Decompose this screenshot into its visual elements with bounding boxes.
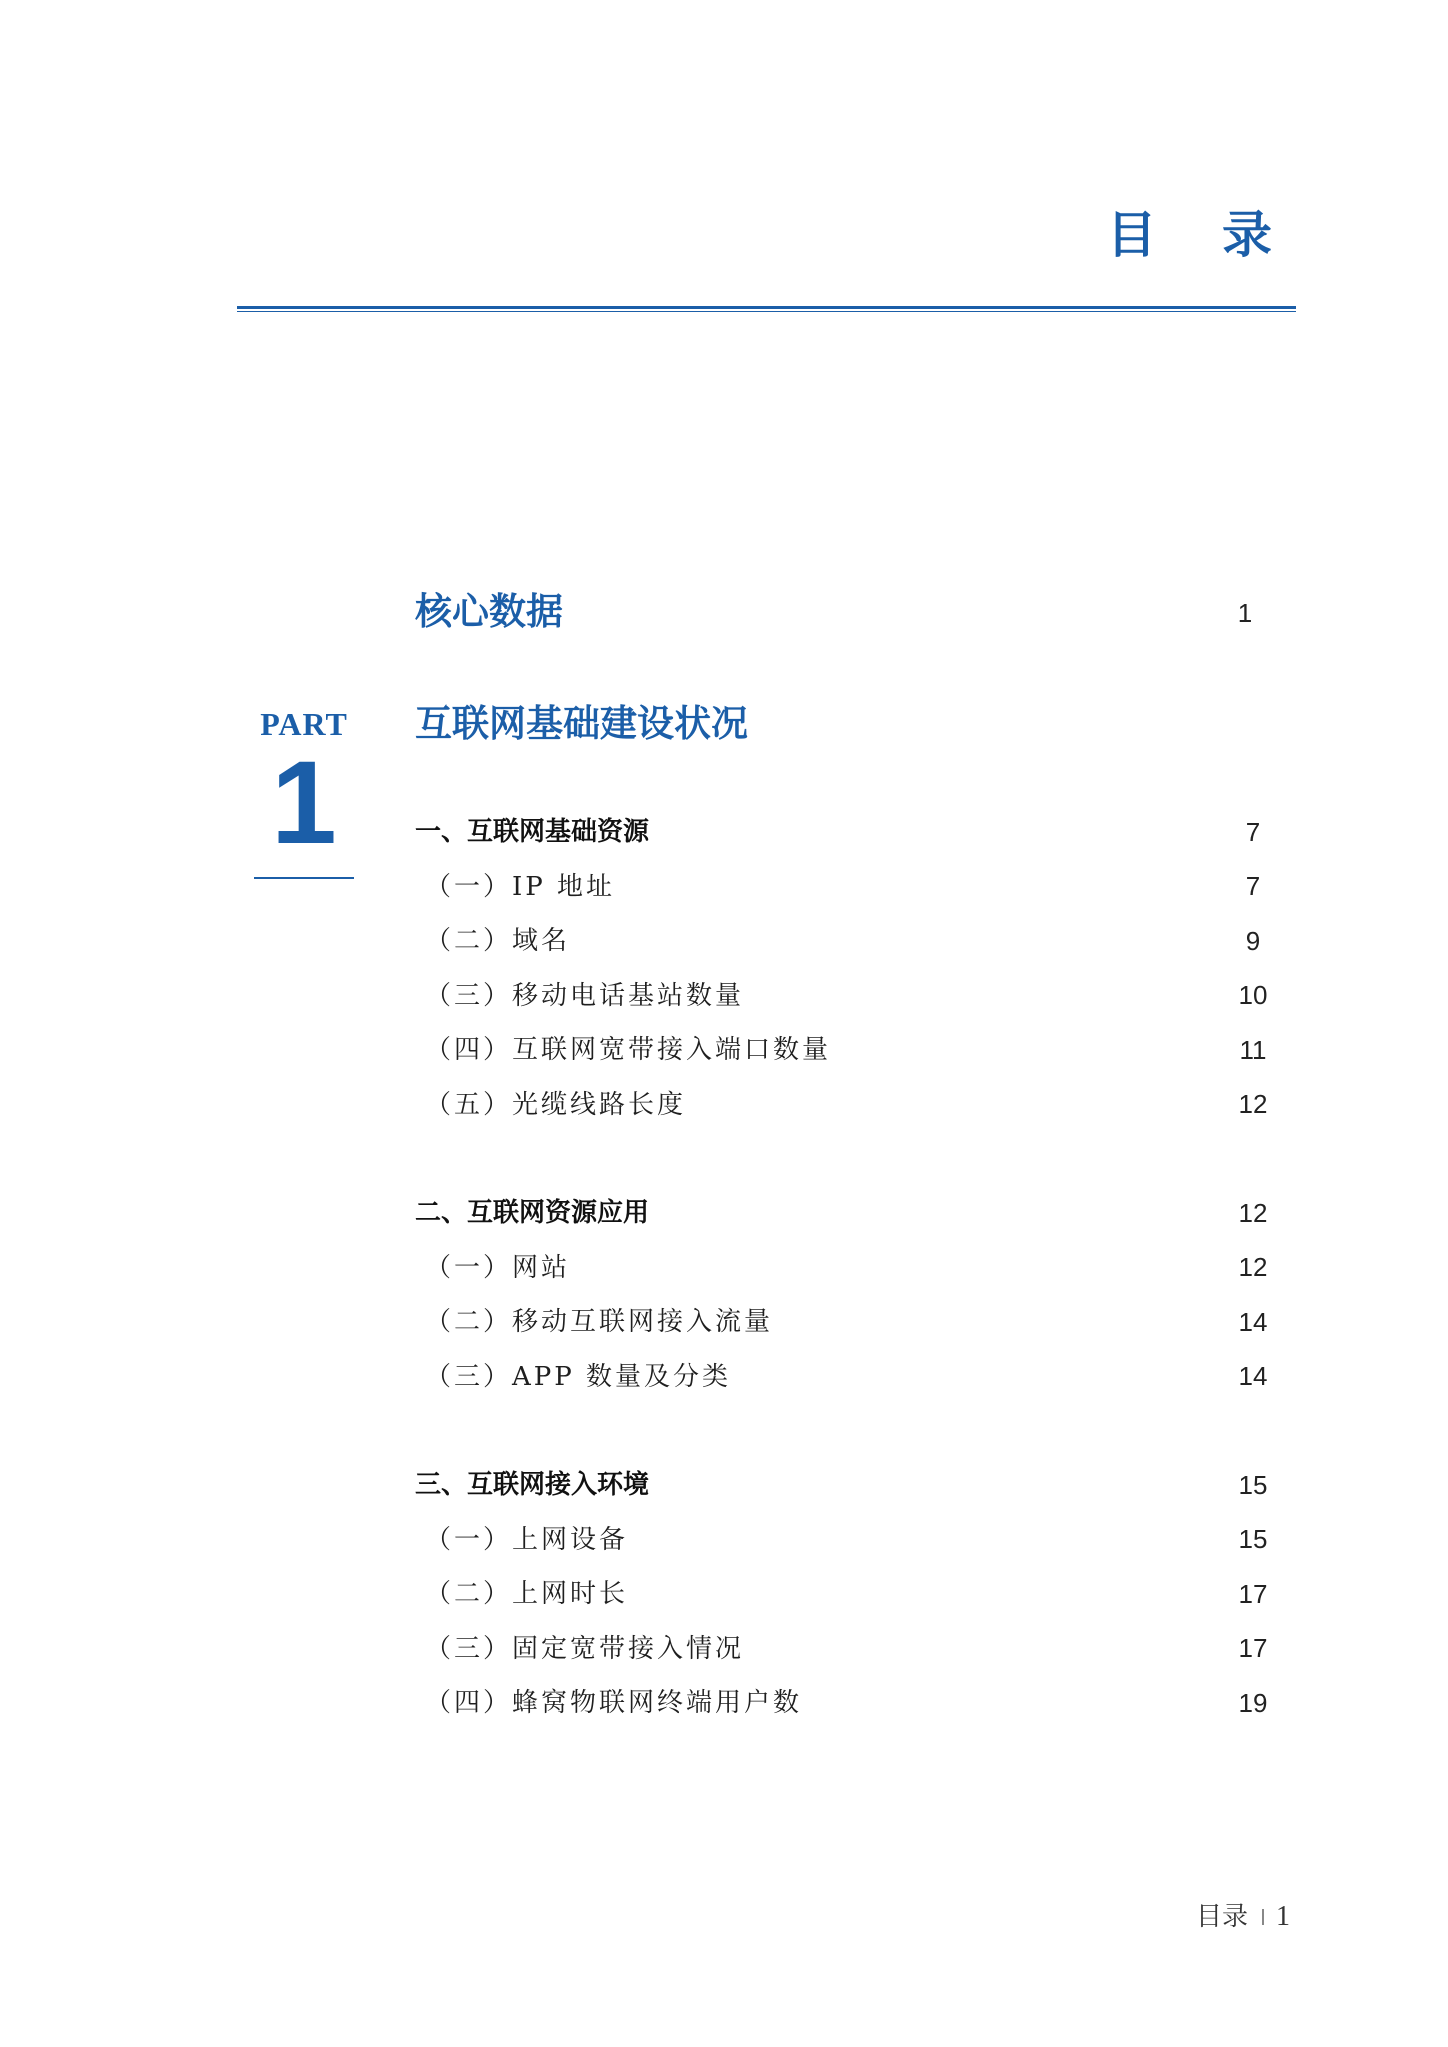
toc-section-entry[interactable]	[415, 1458, 1275, 1513]
footer-page-number: 1	[1276, 1901, 1290, 1932]
toc-entry-label: （一）IP 地址	[425, 871, 616, 902]
toc-entry-label: （一）上网设备	[425, 1524, 629, 1555]
toc-page-number: 19	[1238, 1687, 1268, 1718]
toc-page-number: 11	[1239, 1034, 1267, 1065]
toc-subsection-entry[interactable]	[415, 1078, 1275, 1133]
toc-subsection-entry[interactable]	[415, 1241, 1275, 1296]
toc-section-entry[interactable]	[415, 1186, 1275, 1241]
toc-entry-label: （三）APP 数量及分类	[425, 1361, 732, 1392]
part-label: PART	[260, 706, 348, 742]
toc-entry-core-data[interactable]: 核心数据	[415, 590, 563, 633]
toc-subsection-entry[interactable]	[415, 1023, 1275, 1078]
toc-page-number: 17	[1238, 1633, 1268, 1664]
toc-page-number: 12	[1238, 1197, 1268, 1228]
toc-page-number: 1	[1237, 598, 1253, 628]
toc-subsection-entry[interactable]	[415, 1513, 1275, 1568]
toc-subsection-entry[interactable]	[415, 1567, 1275, 1622]
toc-subsection-entry[interactable]	[415, 860, 1275, 915]
toc-subsection-entry[interactable]	[415, 1676, 1275, 1731]
title-divider	[237, 306, 1296, 309]
toc-entry-label: 三、互联网接入环境	[415, 1470, 650, 1501]
toc-page-number: 10	[1238, 980, 1268, 1011]
toc-page-number: 15	[1238, 1469, 1268, 1500]
toc-page-number: 15	[1238, 1524, 1268, 1555]
toc-page-number: 17	[1238, 1578, 1268, 1609]
toc-page-number: 14	[1238, 1361, 1268, 1392]
toc-entry-label: 一、互联网基础资源	[415, 817, 650, 848]
footer-separator	[1262, 1909, 1264, 1925]
toc-entry-label: （二）域名	[425, 926, 571, 957]
title-divider-thin	[237, 311, 1296, 312]
part-number: 1	[271, 737, 337, 869]
toc-page-number: 12	[1238, 1252, 1268, 1283]
toc-entry-label: （一）网站	[425, 1252, 571, 1283]
toc-subsection-entry[interactable]	[415, 914, 1275, 969]
toc-list	[415, 805, 1275, 1731]
toc-subsection-entry[interactable]	[415, 1295, 1275, 1350]
toc-subsection-entry[interactable]	[415, 969, 1275, 1024]
page-title: 目 录	[1106, 206, 1296, 264]
toc-entry-label: （二）上网时长	[425, 1579, 629, 1610]
part-title[interactable]: 互联网基础建设状况	[415, 702, 748, 745]
toc-page-number: 9	[1245, 925, 1261, 956]
toc-entry-label: （三）固定宽带接入情况	[425, 1633, 745, 1664]
toc-subsection-entry[interactable]	[415, 1622, 1275, 1677]
toc-page-number: 7	[1245, 816, 1261, 847]
toc-entry-label: （五）光缆线路长度	[425, 1089, 687, 1120]
page-footer	[1196, 1902, 1290, 1932]
toc-page-number: 7	[1245, 871, 1261, 902]
footer-label: 目录	[1195, 1902, 1248, 1932]
toc-entry-label: （三）移动电话基站数量	[425, 980, 745, 1011]
toc-entry-label: 二、互联网资源应用	[415, 1198, 650, 1229]
part-divider	[254, 877, 354, 879]
toc-page-number: 12	[1238, 1089, 1268, 1120]
toc-page-number: 14	[1238, 1306, 1268, 1337]
toc-entry-label: （四）互联网宽带接入端口数量	[425, 1035, 832, 1066]
toc-section-entry[interactable]	[415, 805, 1275, 860]
toc-entry-label: （四）蜂窝物联网终端用户数	[425, 1688, 803, 1719]
toc-subsection-entry[interactable]	[415, 1350, 1275, 1405]
toc-entry-label: （二）移动互联网接入流量	[425, 1307, 774, 1338]
